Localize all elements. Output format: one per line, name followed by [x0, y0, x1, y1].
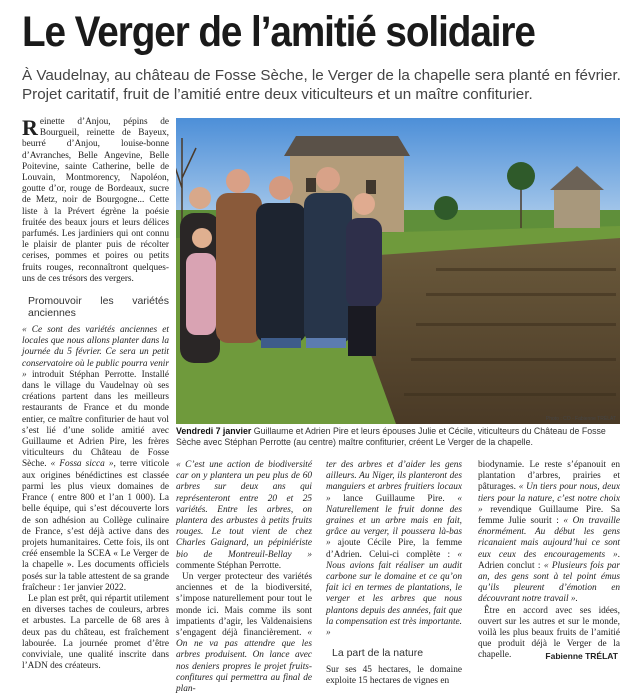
- quote-text: « Plusieurs fois par an, des gens sont à tel point émus qu’ils pleurent d’émotion en découvrant notre travail ».: [478, 560, 620, 605]
- intro-text: einette d’Anjou, pépins de Bourgueil, reinette de Bayeux, beurré d’Anjou, louise-bonne d’Avranches, Belle Angevine, Belle Poitevine, sainte Catherine, belle de Louvain, Montmorency, Napoléon, goutte d’or, rouge de Bordeaux, sucre de Metz, noir de Bourgogne... Cette liste à la Prévert égrène la poésie fruitée des beaux jours et leurs délices parfumés. Les jardiniers qui ont connu le plaisir de planter puis de récolter cerises, pommes et poires ou petits fruits rouges, reconnaîtront quelques-uns de ces trésors des vergers.: [22, 117, 169, 284]
- caption-date: Vendredi 7 janvier: [176, 426, 252, 436]
- paragraph: [176, 572, 312, 695]
- paragraph-2: [22, 325, 169, 594]
- photo-credit: Photo : CO - Fabienne TRÉLAT: [545, 416, 616, 422]
- quote-text: « On ne va pas attendre que les arbres produisent. On lance avec nos deniers propres le projet fruits-confitures qui permettra au final de plan-: [176, 628, 312, 695]
- quote-text: « Fossa sicca »: [50, 459, 114, 470]
- column-2: [176, 460, 312, 695]
- column-3: [326, 460, 462, 688]
- quote-text: « On travaille énormément. Au début les gens ricanaient mais aujourd’hui ce sont eux ceux des encouragements »: [478, 516, 620, 560]
- paragraph: [326, 460, 462, 639]
- author-signature: Fabienne TRÉLAT: [545, 651, 618, 661]
- body-text: biodynamie. Le reste s’épanouit en plantation d’arbres, prairies et pâturages.: [478, 460, 620, 493]
- body-text: revendique Guillaume Pire. Sa femme Julie sourit :: [478, 504, 620, 527]
- subhead-varieties: Promouvoir les variétés anciennes: [28, 295, 169, 320]
- body-text: , terre viticole aux origines bénédictines est classée parmi les plus vieux domaines de France ( entre 800 et l’an 1 000). La belle équipe, qui s’est découverte lors de son adhésion au Collège culinaire de France, s’est déjà active dans des projets humanitaires. Cette fois, ils ont créé ensemble la SCEA « Le Verger de la chapelle ». Les documents officiels posés sur la table attestent de sa grande fraîcheur : 1er janvier 2022.: [22, 459, 169, 593]
- quote-text: ter des arbres et d’aider les gens ailleurs. Au Niger, ils planteront des manguiers et arbres fruitiers locaux »: [326, 460, 462, 504]
- caption-text: Guillaume et Adrien Pire et leurs épouses Julie et Cécile, viticulteurs du Château de Fosse Sèche avec Stéphan Perrotte (au centre) maître confiturier, créent Le Verger de la chapelle.: [176, 426, 606, 447]
- paragraph: [478, 460, 620, 606]
- group-photo: [176, 118, 620, 424]
- paragraph-intro: [22, 117, 169, 285]
- quote-text: « Un tiers pour nous, deux tiers pour la nature, c’est notre choix »: [478, 482, 620, 515]
- column-4: [478, 460, 620, 662]
- body-text: introduit Stéphan Perrotte. Installé dans le village du Vaudelnay où ses créations partent dans les meilleurs restaurants de France et du monde entier, ce maître confiturier de haut vol s’est lié d’une solide amitié avec Guillaume et Adrien Pire, les frères viticulteurs du Château de Fosse Sèche.: [22, 369, 169, 470]
- dropcap: R: [22, 115, 38, 140]
- photo-illustration: [176, 118, 620, 424]
- body-text: commente Stéphan Perrotte.: [176, 560, 282, 571]
- paragraph-3: Le plan est prêt, qui répartit utilement en diverses taches de couleurs, arbres et arbustes. La parcelle de 68 ares à deux pas du château, est fraîchement labourée. La journée promet d’être conviviale, une qualité inscrite dans l’ADN des créateurs.: [22, 593, 169, 672]
- headline: Le Verger de l’amitié solidaire: [22, 8, 535, 56]
- body-text: lance Guillaume Pire.: [330, 493, 458, 504]
- paragraph: Sur ses 45 hectares, le domaine exploite 15 hectares de vignes en: [326, 665, 462, 687]
- paragraph: [176, 460, 312, 572]
- body-text: ajoute Cécile Pire, la femme d’Adrien. Celui-ci complète :: [326, 538, 462, 560]
- paragraph: Être en accord avec ses idées, ouvert sur les autres et sur le monde, voilà les plus beaux fruits de l’amitié que produit déjà le Verger de la chapelle.: [478, 605, 620, 661]
- body-text: Un verger protecteur des variétés anciennes et de la biodiversité, s’impose naturellement pour tout le monde ici. Mais comme ils sont impatients d’agir, les Valdenaisiens s’engagent déjà financièrement.: [176, 572, 312, 639]
- quote-text: « Ce sont des variétés anciennes et locales que nous allons planter dans la journée du 5 février. Ce sera un petit conservatoire où le public pourra venir »: [22, 325, 169, 380]
- body-text: . Adrien conclut :: [478, 549, 620, 571]
- lede: À Vaudelnay, au château de Fosse Sèche, le Verger de la chapelle sera planté en février. Projet caritatif, fruit de l’amitié entre deux viticulteurs et un maître confiturier.: [22, 67, 621, 103]
- quote-text: « Naturellement le fruit donne des graines et un arbre mais en fait, grâce au verger, il poussera là-bas »: [326, 493, 462, 549]
- photo-caption: [176, 426, 620, 447]
- column-1: [22, 117, 169, 672]
- quote-text: « C’est une action de biodiversité car on y plantera un peu plus de 60 arbres sur deux ans qui représenteront entre 20 et 25 variétés. Entre les arbres, on plantera des arbustes à petits fruits rouges. Le tout vient de chez Charles Gaignard, un pépiniériste bio de Montreuil-Bellay »: [176, 460, 312, 560]
- subhead-nature: La part de la nature: [332, 647, 424, 660]
- quote-text: « Nous avions fait réaliser un audit carbone sur le domaine et ce qu’on fait ici en termes de plantations, le verger et les arbres que nous plantons depuis des années, fait que la compensation est très importante. »: [326, 549, 462, 639]
